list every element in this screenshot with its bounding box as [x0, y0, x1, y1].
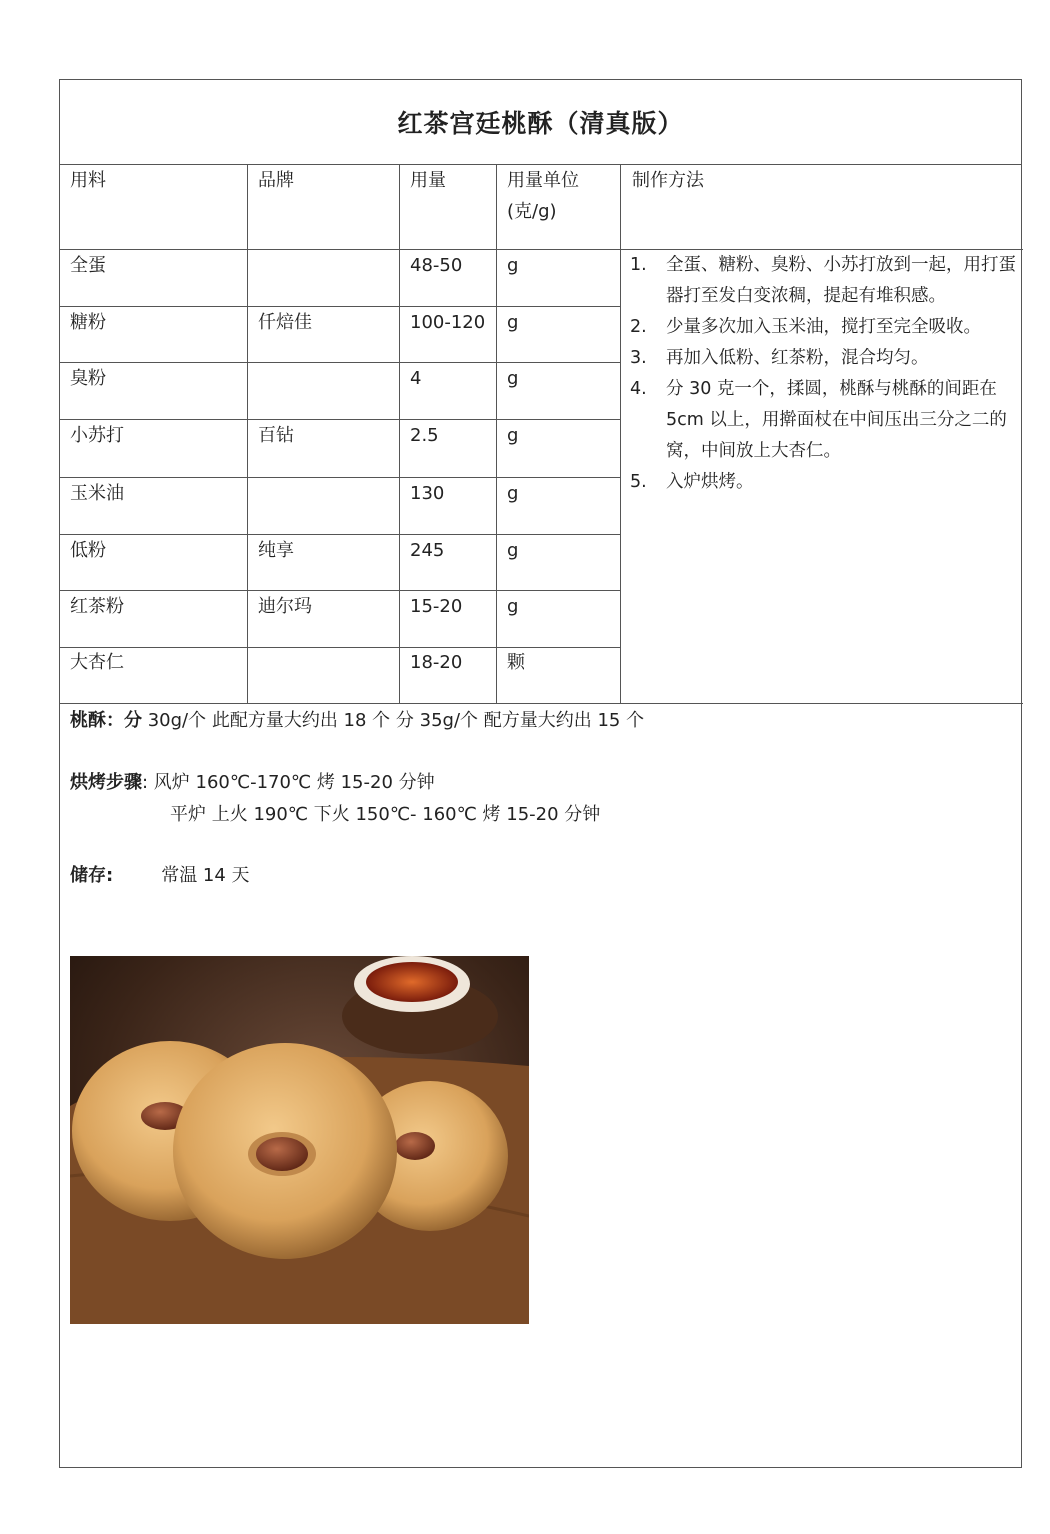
grid-line — [247, 165, 248, 704]
bake-line-1: : 风炉 160℃-170℃ 烤 15-20 分钟 — [142, 772, 435, 793]
amount-cell: 245 — [410, 540, 445, 561]
amount-cell: 15-20 — [410, 596, 463, 617]
grid-line — [399, 165, 400, 704]
title-row — [60, 80, 1021, 165]
ingredient-cell: 玉米油 — [70, 483, 124, 504]
grid-line — [60, 306, 620, 307]
step-text: 全蛋、糖粉、臭粉、小苏打放到一起，用打蛋器打至发白变浓稠，提起有堆积感。 — [666, 255, 1016, 306]
unit-cell: g — [507, 425, 519, 446]
bake-note — [70, 768, 435, 794]
grid-line — [60, 362, 620, 363]
grid-line — [60, 647, 620, 648]
amount-cell: 130 — [410, 483, 445, 504]
unit-cell: g — [507, 255, 519, 276]
amount-cell: 100-120 — [410, 312, 486, 333]
ingredient-cell: 大杏仁 — [70, 652, 124, 673]
bake-label: 烘烤步骤 — [70, 772, 142, 793]
storage-text: 常温 14 天 — [161, 865, 250, 886]
grid-line — [496, 165, 497, 704]
step-text: 再加入低粉、红茶粉，混合均匀。 — [666, 348, 929, 368]
unit-cell: 颗 — [507, 652, 525, 673]
header-ingredient: 用料 — [70, 170, 106, 191]
grid-line — [620, 165, 621, 704]
header-unit-sub: (克/g) — [507, 201, 557, 222]
step-number: 4. — [630, 379, 647, 399]
peach-crisp-photo — [70, 956, 529, 1324]
step-number: 2. — [630, 317, 647, 337]
ingredient-cell: 臭粉 — [70, 368, 106, 389]
bake-line-2: 平炉 上火 190℃ 下火 150℃- 160℃ 烤 15-20 分钟 — [170, 804, 601, 825]
unit-cell: g — [507, 312, 519, 333]
amount-cell: 4 — [410, 368, 422, 389]
grid-line — [60, 534, 620, 535]
step-number: 5. — [630, 472, 647, 492]
grid-line — [60, 703, 1023, 704]
step-text: 入炉烘烤。 — [666, 472, 754, 492]
step-number: 3. — [630, 348, 647, 368]
ingredient-cell: 红茶粉 — [70, 596, 124, 617]
step-number: 1. — [630, 255, 647, 275]
unit-cell: g — [507, 540, 519, 561]
unit-cell: g — [507, 596, 519, 617]
portion-label: 桃酥：分 — [70, 710, 142, 731]
recipe-sheet — [59, 79, 1022, 1468]
method-step — [628, 312, 1018, 343]
storage-label: 储存: — [70, 865, 114, 886]
method-step — [628, 374, 1018, 467]
ingredient-cell: 小苏打 — [70, 425, 124, 446]
method-step — [628, 250, 1018, 312]
header-brand: 品牌 — [258, 170, 294, 191]
grid-line — [60, 477, 620, 478]
amount-cell: 48-50 — [410, 255, 463, 276]
brand-cell: 仟焙佳 — [258, 312, 312, 333]
amount-cell: 18-20 — [410, 652, 463, 673]
step-text: 分 30 克一个，揉圆，桃酥与桃酥的间距在 5cm 以上，用擀面杖在中间压出三分之二的窝，中间放上大杏仁。 — [666, 379, 1007, 461]
step-text: 少量多次加入玉米油，搅打至完全吸收。 — [666, 317, 981, 337]
header-method: 制作方法 — [632, 170, 704, 191]
storage-note — [70, 861, 250, 887]
brand-cell: 迪尔玛 — [258, 596, 312, 617]
portion-text: 30g/个 此配方量大约出 18 个 分 35g/个 配方量大约出 15 个 — [142, 710, 645, 731]
unit-cell: g — [507, 483, 519, 504]
ingredient-cell: 全蛋 — [70, 255, 106, 276]
grid-line — [60, 590, 620, 591]
method-steps — [628, 250, 1018, 498]
portion-note — [70, 706, 644, 732]
brand-cell: 百钻 — [258, 425, 294, 446]
grid-line — [60, 419, 620, 420]
brand-cell: 纯享 — [258, 540, 294, 561]
ingredient-cell: 糖粉 — [70, 312, 106, 333]
bake-note-2 — [170, 800, 600, 826]
page-title: 红茶宫廷桃酥（清真版） — [397, 109, 684, 138]
header-unit: 用量单位 — [507, 170, 579, 191]
method-step — [628, 343, 1018, 374]
header-amount: 用量 — [410, 170, 446, 191]
unit-cell: g — [507, 368, 519, 389]
method-step — [628, 467, 1018, 498]
ingredient-cell: 低粉 — [70, 540, 106, 561]
amount-cell: 2.5 — [410, 425, 439, 446]
